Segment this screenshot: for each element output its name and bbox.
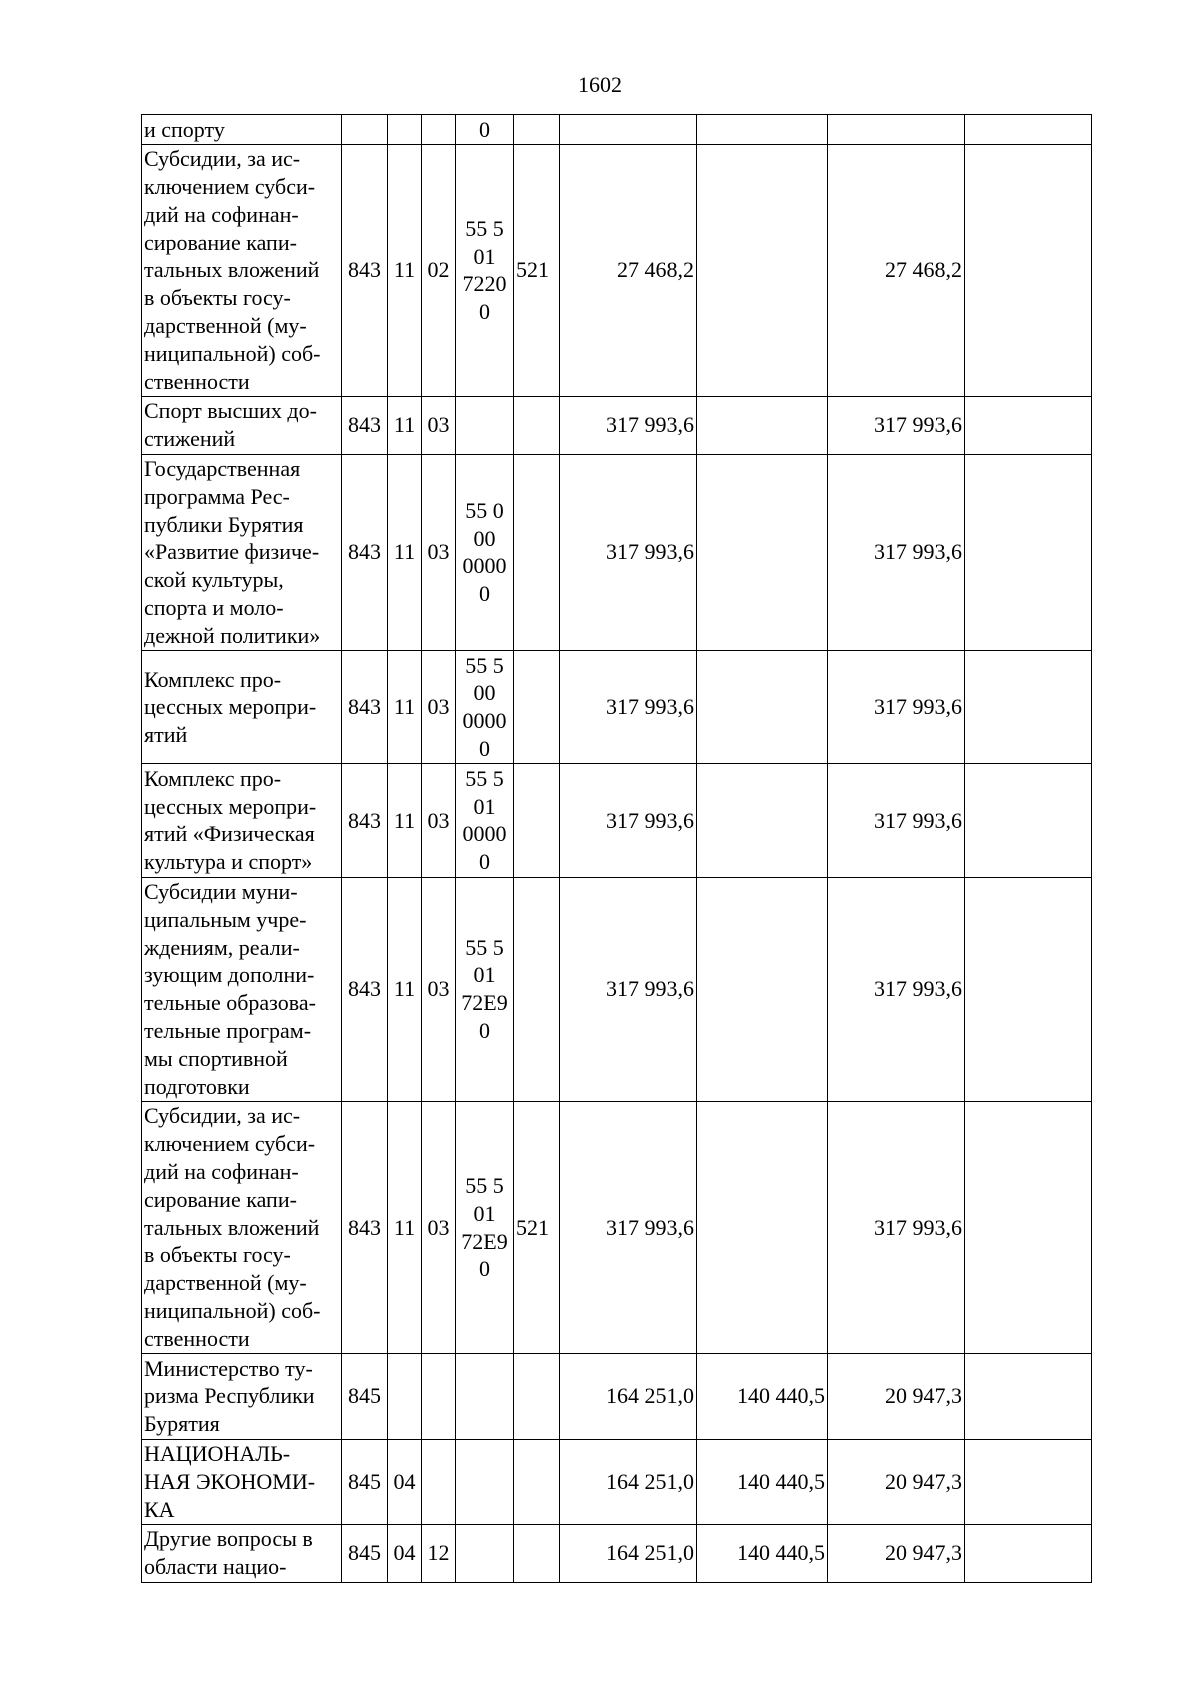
cell-amount-republic: 317 993,6	[828, 651, 965, 764]
cell-name	[142, 1354, 342, 1439]
name-line: НАЦИОНАЛЬ-	[144, 1441, 291, 1467]
name-line: сирование капи-	[144, 229, 297, 255]
cell-target-article	[456, 1524, 514, 1582]
name-line: КА	[144, 1496, 175, 1522]
cell-amount-extra	[965, 396, 1092, 454]
cell-name	[142, 1101, 342, 1353]
table-row	[142, 396, 1092, 454]
cell-grbs: 843	[342, 651, 388, 764]
name-line: Субсидии, за ис-	[144, 1103, 301, 1129]
name-line: стижений	[144, 426, 236, 452]
name-line: ципальным учре-	[144, 906, 307, 932]
cell-target-article	[456, 877, 514, 1101]
cell-subsection: 03	[422, 764, 456, 877]
name-line: Субсидии муни-	[144, 879, 298, 905]
cell-grbs: 845	[342, 1439, 388, 1524]
code-line: 0	[479, 849, 490, 875]
name-line: дий на софинан-	[144, 201, 299, 227]
cell-amount-extra	[965, 1439, 1092, 1524]
code-line: 0	[479, 299, 490, 325]
cell-grbs: 843	[342, 764, 388, 877]
cell-subsection	[422, 1439, 456, 1524]
table-row	[142, 115, 1092, 145]
code-line: 01	[473, 793, 496, 819]
cell-amount-republic: 317 993,6	[828, 877, 965, 1101]
name-line: сирование капи-	[144, 1186, 297, 1212]
cell-target-article	[456, 1439, 514, 1524]
code-line: 0000	[462, 821, 507, 847]
name-line: программа Рес-	[144, 483, 290, 509]
name-line: «Развитие физиче-	[144, 539, 320, 565]
cell-section: 04	[388, 1524, 422, 1582]
cell-target-article	[456, 651, 514, 764]
cell-subsection	[422, 1354, 456, 1439]
name-line: ниципальной) соб-	[144, 1298, 321, 1324]
code-line: 55 5	[465, 652, 504, 678]
cell-target-article	[456, 1101, 514, 1353]
cell-subsection: 03	[422, 396, 456, 454]
name-line: спорта и моло-	[144, 595, 284, 621]
name-line: Бурятия	[144, 1411, 220, 1437]
code-line: 0	[479, 116, 490, 142]
cell-grbs: 843	[342, 1101, 388, 1353]
table-body	[142, 115, 1092, 1583]
cell-amount-federal	[697, 144, 828, 396]
cell-target-article	[456, 144, 514, 396]
name-line: тальных вложений	[144, 1214, 320, 1240]
cell-amount-federal	[697, 454, 828, 651]
name-line: области нацио-	[144, 1554, 287, 1580]
name-line: зующим дополни-	[144, 962, 315, 988]
name-line: в объекты госу-	[144, 1242, 291, 1268]
code-line: 0000	[462, 553, 507, 579]
name-line: ственности	[144, 1325, 250, 1351]
cell-amount-federal: 140 440,5	[697, 1524, 828, 1582]
cell-subsection: 03	[422, 1101, 456, 1353]
name-line: цессных меропри-	[144, 793, 317, 819]
table-row	[142, 877, 1092, 1101]
cell-amount-federal: 140 440,5	[697, 1354, 828, 1439]
table-row	[142, 1439, 1092, 1524]
cell-amount-republic	[828, 115, 965, 145]
table-row	[142, 1354, 1092, 1439]
cell-name	[142, 144, 342, 396]
name-line: ключением субси-	[144, 1131, 316, 1157]
cell-section	[388, 1354, 422, 1439]
cell-target-article	[456, 1354, 514, 1439]
name-line: Другие вопросы в	[144, 1526, 313, 1552]
cell-amount-federal	[697, 115, 828, 145]
cell-amount-total: 317 993,6	[560, 651, 697, 764]
name-line: ждениям, реали-	[144, 934, 300, 960]
name-line: дарственной (му-	[144, 313, 307, 339]
cell-expense-type	[514, 1439, 560, 1524]
cell-grbs: 843	[342, 877, 388, 1101]
cell-amount-total: 164 251,0	[560, 1439, 697, 1524]
cell-target-article	[456, 115, 514, 145]
cell-amount-federal	[697, 877, 828, 1101]
cell-amount-republic: 317 993,6	[828, 1101, 965, 1353]
cell-subsection	[422, 115, 456, 145]
cell-subsection: 02	[422, 144, 456, 396]
name-line: тельные образова-	[144, 990, 316, 1016]
cell-section: 11	[388, 651, 422, 764]
name-line: ключением субси-	[144, 174, 316, 200]
code-line: 55 0	[465, 497, 504, 523]
name-line: тальных вложений	[144, 257, 320, 283]
name-line: Комплекс про-	[144, 666, 282, 692]
cell-amount-republic: 20 947,3	[828, 1524, 965, 1582]
code-line: 55 5	[465, 215, 504, 241]
cell-amount-federal	[697, 1101, 828, 1353]
cell-expense-type: 521	[514, 1101, 560, 1353]
cell-grbs: 843	[342, 144, 388, 396]
cell-amount-total: 317 993,6	[560, 396, 697, 454]
name-line: Государственная	[144, 456, 301, 482]
cell-amount-republic: 27 468,2	[828, 144, 965, 396]
cell-subsection: 12	[422, 1524, 456, 1582]
name-line: цессных меропри-	[144, 694, 317, 720]
cell-grbs: 845	[342, 1524, 388, 1582]
cell-section: 11	[388, 877, 422, 1101]
cell-amount-extra	[965, 115, 1092, 145]
cell-name	[142, 1524, 342, 1582]
page-number: 1602	[578, 72, 622, 97]
cell-amount-extra	[965, 877, 1092, 1101]
name-line: Субсидии, за ис-	[144, 146, 301, 172]
cell-name	[142, 764, 342, 877]
name-line: дарственной (му-	[144, 1270, 307, 1296]
cell-amount-total: 317 993,6	[560, 1101, 697, 1353]
cell-amount-republic: 317 993,6	[828, 396, 965, 454]
cell-section	[388, 115, 422, 145]
code-line: 7220	[462, 271, 507, 297]
name-line: ской культуры,	[144, 567, 284, 593]
code-line: 00	[473, 525, 496, 551]
cell-amount-total: 317 993,6	[560, 877, 697, 1101]
cell-target-article	[456, 396, 514, 454]
cell-expense-type	[514, 651, 560, 764]
table-row	[142, 144, 1092, 396]
cell-grbs: 845	[342, 1354, 388, 1439]
cell-amount-extra	[965, 1524, 1092, 1582]
cell-expense-type	[514, 1354, 560, 1439]
cell-section: 11	[388, 1101, 422, 1353]
code-line: 55 5	[465, 1172, 504, 1198]
code-line: 01	[473, 962, 496, 988]
cell-amount-total: 164 251,0	[560, 1354, 697, 1439]
cell-target-article	[456, 764, 514, 877]
cell-section: 11	[388, 764, 422, 877]
cell-section: 11	[388, 454, 422, 651]
table-row	[142, 651, 1092, 764]
table-row	[142, 1101, 1092, 1353]
cell-name	[142, 454, 342, 651]
code-line: 0	[479, 1018, 490, 1044]
cell-expense-type	[514, 764, 560, 877]
name-line: дий на софинан-	[144, 1159, 299, 1185]
code-line: 0	[479, 581, 490, 607]
table-row	[142, 1524, 1092, 1582]
cell-subsection: 03	[422, 454, 456, 651]
name-line: публики Бурятия	[144, 511, 304, 537]
cell-name	[142, 1439, 342, 1524]
name-line: тельные програм-	[144, 1018, 312, 1044]
cell-amount-republic: 317 993,6	[828, 454, 965, 651]
code-line: 01	[473, 1200, 496, 1226]
cell-name	[142, 396, 342, 454]
name-line: дежной политики»	[144, 622, 321, 648]
cell-name	[142, 877, 342, 1101]
cell-amount-federal: 140 440,5	[697, 1439, 828, 1524]
cell-expense-type	[514, 1524, 560, 1582]
cell-amount-extra	[965, 454, 1092, 651]
cell-amount-extra	[965, 764, 1092, 877]
code-line: 72E9	[461, 1228, 508, 1254]
name-line: ниципальной) соб-	[144, 340, 321, 366]
name-line: в объекты госу-	[144, 285, 291, 311]
cell-amount-federal	[697, 651, 828, 764]
code-line: 55 5	[465, 765, 504, 791]
cell-subsection: 03	[422, 651, 456, 764]
cell-amount-total: 317 993,6	[560, 764, 697, 877]
cell-amount-total: 317 993,6	[560, 454, 697, 651]
cell-grbs: 843	[342, 396, 388, 454]
cell-expense-type: 521	[514, 144, 560, 396]
name-line: подготовки	[144, 1073, 250, 1099]
name-line: мы спортивной	[144, 1045, 288, 1071]
cell-grbs: 843	[342, 454, 388, 651]
cell-amount-total: 27 468,2	[560, 144, 697, 396]
cell-expense-type	[514, 115, 560, 145]
name-line: ятий «Физическая	[144, 821, 315, 847]
cell-expense-type	[514, 877, 560, 1101]
cell-expense-type	[514, 396, 560, 454]
cell-amount-extra	[965, 1101, 1092, 1353]
name-line: Комплекс про-	[144, 765, 282, 791]
code-line: 55 5	[465, 934, 504, 960]
table-row	[142, 764, 1092, 877]
cell-target-article	[456, 454, 514, 651]
name-line: ризма Республики	[144, 1383, 315, 1409]
cell-section: 04	[388, 1439, 422, 1524]
cell-amount-extra	[965, 144, 1092, 396]
cell-amount-extra	[965, 651, 1092, 764]
name-line: Министерство ту-	[144, 1355, 313, 1381]
code-line: 0	[479, 736, 490, 762]
cell-amount-extra	[965, 1354, 1092, 1439]
cell-amount-republic: 317 993,6	[828, 764, 965, 877]
cell-amount-republic: 20 947,3	[828, 1354, 965, 1439]
cell-amount-total	[560, 115, 697, 145]
cell-section: 11	[388, 396, 422, 454]
cell-section: 11	[388, 144, 422, 396]
code-line: 0000	[462, 708, 507, 734]
name-line: культура и спорт»	[144, 849, 313, 875]
name-line: Спорт высших до-	[144, 398, 317, 424]
code-line: 00	[473, 680, 496, 706]
name-line: ятий	[144, 722, 188, 748]
cell-amount-federal	[697, 396, 828, 454]
code-line: 72E9	[461, 990, 508, 1016]
code-line: 01	[473, 243, 496, 269]
cell-grbs	[342, 115, 388, 145]
budget-table	[141, 114, 1092, 1583]
name-line: и спорту	[144, 116, 225, 142]
name-line: ственности	[144, 368, 250, 394]
cell-subsection: 03	[422, 877, 456, 1101]
code-line: 0	[479, 1256, 490, 1282]
cell-name	[142, 651, 342, 764]
cell-amount-federal	[697, 764, 828, 877]
table-row	[142, 454, 1092, 651]
cell-amount-republic: 20 947,3	[828, 1439, 965, 1524]
cell-name	[142, 115, 342, 145]
cell-amount-total: 164 251,0	[560, 1524, 697, 1582]
name-line: НАЯ ЭКОНОМИ-	[144, 1468, 316, 1494]
cell-expense-type	[514, 454, 560, 651]
